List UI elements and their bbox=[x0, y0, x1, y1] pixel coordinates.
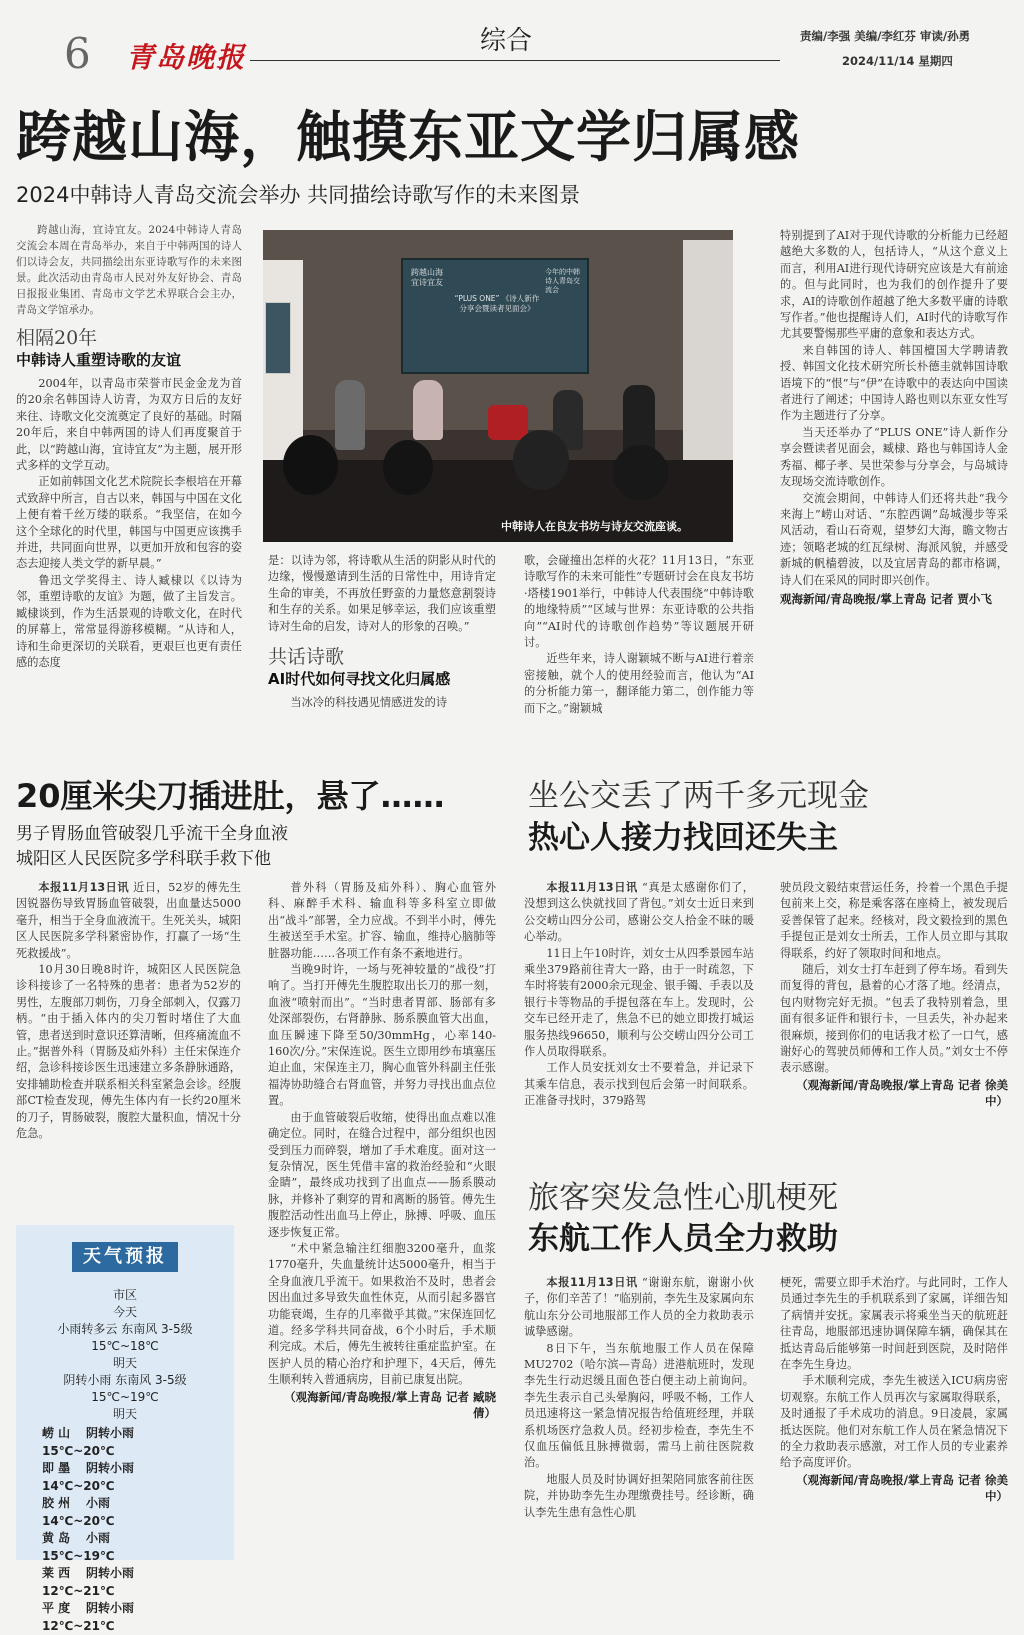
weather-today-temp: 15℃~18℃ bbox=[91, 1339, 159, 1353]
weather-tomorrow-label: 明天 bbox=[112, 1356, 137, 1370]
lead-headline: 跨越山海，触摸东亚文学归属感 bbox=[16, 105, 801, 169]
section2-subtitle: AI时代如何寻找文化归属感 bbox=[268, 670, 451, 689]
story3-byline: （观海新闻/青岛晚报/掌上青岛 记者 徐美中） bbox=[796, 1077, 1008, 1108]
lead-paragraph: 2004年，以青岛市荣誉市民金金龙为首的20余名韩国诗人访青，为双方日后的友好来往、诗歌文化交流奠定了良好的基础。时隔20年后，来自中韩两国的诗人们再度聚首于此，以“跨越山海，宜诗宜友”为主题，展开形式多样的文学互动。 bbox=[16, 377, 242, 473]
weather-row: 莱 西 阴转小雨12℃~21℃ bbox=[42, 1566, 135, 1598]
photo-caption: 中韩诗人在良友书坊与诗友交流座谈。 bbox=[501, 520, 688, 533]
weather-row: 黄 岛 小雨15℃~19℃ bbox=[42, 1531, 115, 1563]
projection-screen bbox=[401, 258, 589, 374]
lead-paragraph: 来自韩国的诗人、韩国檀国大学聘请教授、韩国文化技术研究所长朴德圭就韩国诗歌语境下的“恨”与“伊”在诗歌中的表达向中国读者进行了阐述；中国诗人路也则以东亚女性写作为主题进行了分享。 bbox=[780, 343, 1008, 423]
story2-byline: （观海新闻/青岛晚报/掌上青岛 记者 臧晓倩） bbox=[284, 1389, 496, 1420]
weather-title: 天气预报 bbox=[72, 1242, 178, 1272]
story2-paragraph: 近日，52岁的傅先生因锐器伤导致胃肠血管破裂，出血量达5000毫升，相当于全身血液流干。生死关头，城阳区人民医院多学科紧密协作，打赢了一场“生死救援战”。 bbox=[16, 881, 241, 960]
lead-paragraph: 鲁迅文学奖得主、诗人臧棣以《以诗为邻，重塑诗歌的友谊》为题，做了主旨发言。臧棣谈到，作为生活景观的诗歌文化，在时代的屏幕上，常常显得游移模糊。“从诗和人，诗和生命更深切的关联看，更艰巨也更有责任感的态度 bbox=[16, 573, 242, 669]
story4-paragraph: 地服人员及时协调好担架陪同旅客前往医院，并协助李先生办理缴费挂号。经诊断，确认李先生患有急性心肌 bbox=[524, 1472, 754, 1519]
lead-paragraph: 当天还举办了“PLUS ONE”诗人新作分享会暨读者见面会，臧棣、路也与韩国诗人金秀福、椰子孝、吴世荣参与分享会，与岛城诗友现场交流诗歌创作。 bbox=[780, 425, 1008, 489]
issue-date: 2024/11/14 星期四 bbox=[842, 54, 953, 68]
story4-paragraph: 梗死，需要立即手术治疗。与此同时，工作人员通过李先生的手机联系到了家属，详细告知了病情并安抚。家属表示将乘坐当天的航班赶往青岛，地服部迅速协调保障车辆，确保其在抵达青岛后能够第一时间赶到医院，及时陪伴在李先生身边。 bbox=[780, 1276, 1008, 1372]
lead-column-3 bbox=[524, 553, 754, 717]
story3-column-2 bbox=[780, 880, 1008, 1109]
story3-paragraph: 随后，刘女士打车赶到了停车场。看到失而复得的背包，悬着的心才落了地。经清点，包内财物完好无损。“包丢了我特别着急，里面有很多证件和银行卡，一旦丢失，补办起来很麻烦，接到你们的电话我才松了一口气，感谢好心的驾驶员师傅和工作人员。”刘女士不停表示感谢。 bbox=[780, 963, 1008, 1075]
lead-intro: 跨越山海，宜诗宜友。2024中韩诗人青岛交流会本周在青岛举办，来自于中韩两国的诗人们以诗会友，共同描绘出东亚诗歌写作的未来图景。此次活动由青岛市人民对外友好协会、青岛日报报业集团、青岛市文学艺术界联合会主办，青岛文学馆承办。 bbox=[16, 224, 242, 316]
story4-byline: （观海新闻/青岛晚报/掌上青岛 记者 徐美中） bbox=[796, 1472, 1008, 1503]
story3-paragraph: 11日上午10时许，刘女士从四季景园车站乘坐379路前往青大一路，由于一时疏忽，下车时将装有2000余元现金、银手镯、手表以及银行卡等物品的手提包落在车上。发现时，公交车已经开走了，焦急不已的她立即拨打城运服务热线96650，顺利与公交崂山四分公司工作人员取得联系。 bbox=[524, 946, 754, 1059]
story2-paragraph: 普外科（胃肠及疝外科）、胸心血管外科、麻醉手术科、输血科等多科室立即做出“战斗”部署，全力应战。不到半小时，傅先生被送至手术室。扩容、输血，维持心脑肺等脏器功能……各项工作有条不紊地进行。 bbox=[268, 881, 496, 960]
screen-text-left: 跨越山海 宜诗宜友 bbox=[411, 268, 443, 287]
speaker-figure bbox=[335, 380, 365, 450]
story3-paragraph: 工作人员安抚刘女士不要着急，并记录下其乘车信息，表示找到包后会第一时间联系。正准备寻找时，379路驾 bbox=[524, 1061, 754, 1108]
weather-today-desc: 小雨转多云 东南风 3-5级 bbox=[57, 1322, 193, 1336]
lead-paragraph: 交流会期间，中韩诗人们还将共赴“我今来海上”崂山对话、“东腔西调”岛城漫步等采风活动，看山石奇观，望梦幻大海，瞻文物古迹；领略老城的红瓦绿树、海派风貌，并感受新城的帆樯碧波，以及宜居青岛的都市格调，诗人们在采风的同时即兴创作。 bbox=[780, 491, 1008, 587]
lead-subhead: 2024中韩诗人青岛交流会举办 共同描绘诗歌写作的未来图景 bbox=[16, 183, 581, 207]
lead-paragraph: 当冰冷的科技遇见情感迸发的诗 bbox=[290, 696, 448, 710]
masthead-rule bbox=[250, 60, 780, 61]
story3-headline-1: 坐公交丢了两千多元现金 bbox=[528, 778, 869, 814]
story4-column-1 bbox=[524, 1275, 754, 1521]
weather-row: 即 墨 阴转小雨14℃~20℃ bbox=[42, 1461, 135, 1493]
story2-paragraph: 由于血管破裂后收缩，使得出血点难以准确定位。同时，在缝合过程中，部分组织也因受到压力而碎裂，增加了手术难度。面对这一复杂情况，医生凭借丰富的救治经验和“火眼金睛”，最终成功找到了出血点——肠系膜动脉，并修补了剩穿的胃和离断的肠管。傅先生腹腔活动性出血马上停止，脉搏、呼吸、血压逐步恢复正常。 bbox=[268, 1110, 496, 1239]
weather-list-label: 明天 bbox=[112, 1407, 137, 1421]
story3-headline-2: 热心人接力找回还失主 bbox=[528, 820, 838, 856]
event-photo bbox=[263, 230, 733, 542]
weather-box bbox=[16, 1225, 234, 1633]
dateline: 本报11月13日讯 bbox=[546, 881, 638, 894]
story2-subhead-2: 城阳区人民医院多学科联手救下他 bbox=[16, 849, 271, 869]
story4-headline-1: 旅客突发急性心肌梗死 bbox=[528, 1180, 838, 1216]
story2-column-1 bbox=[16, 880, 241, 1143]
editors-line: 责编/李强 美编/李红芬 审读/孙勇 bbox=[800, 29, 971, 43]
section1-subtitle: 中韩诗人重塑诗歌的友谊 bbox=[16, 351, 182, 369]
story2-paragraph: “术中紧急输注红细胞3200毫升，血浆1770毫升，失血量统计达5000毫升，相当于全身血液几乎流干。如果救治不及时，患者会因出血过多导致失血性休克，从而引起多器官功能衰竭，生存的几率微乎其微。”宋保连回忆道。经多学科共同奋战，6个小时后，手术顺利完成。术后，傅先生被转往重症监护室。在医护人员的精心治疗和护理下，4天后，傅先生顺利转入普通病房，目前已康复出院。 bbox=[268, 1241, 496, 1387]
story3-paragraph: “真是太感谢你们了，没想到这么快就找回了背包。”刘女士近日来到公交崂山四分公司，感谢公交人拾金不昧的暖心举动。 bbox=[524, 881, 754, 944]
speaker-figure bbox=[413, 380, 443, 440]
weather-area: 市区 bbox=[112, 1288, 137, 1302]
section-name: 综合 bbox=[480, 26, 533, 56]
lead-paragraph: 近些年来，诗人谢颖城不断与AI进行着亲密接触，就个人的使用经验而言，他认为“AI的分析能力第一，翻译能力第二，创作能力等而下之。”谢颖城 bbox=[524, 652, 754, 715]
lead-paragraph: 是：以诗为邻，将诗歌从生活的阴影从时代的边缘，慢慢邀请到生活的日常性中，用诗肯定生命的审美，不再放任野蛮的力量悠意割裂诗和生存的关系。如果足够幸运，我们应该重塑诗对生命的启发，诗对人的形象的召唤。” bbox=[268, 554, 496, 633]
screen-text-right: 今年的中韩诗人青岛交流会 bbox=[545, 268, 580, 294]
lead-paragraph: 正如前韩国文化艺术院院长李根培在开幕式致辞中所言，自古以来，韩国与中国在文化上便有着千丝万缕的联系。“我坚信，在如今这个全球化的时代里，韩国与中国更应该携手并进，共同面向世界，以更加开放和包容的姿态去迎接人类文学的新早晨。” bbox=[16, 475, 242, 571]
section1-title: 相隔20年 bbox=[16, 327, 98, 349]
weather-today-label: 今天 bbox=[112, 1305, 137, 1319]
lead-byline: 观海新闻/青岛晚报/掌上青岛 记者 贾小飞 bbox=[780, 591, 992, 606]
paper-logo: 青岛晚报 bbox=[126, 41, 247, 74]
section2-title: 共话诗歌 bbox=[268, 646, 345, 669]
story2-subhead-1: 男子胃肠血管破裂几乎流干全身血液 bbox=[16, 824, 288, 844]
story2-paragraph: 10月30日晚8时许，城阳区人民医院急诊科接诊了一名特殊的患者：患者为52岁的男性，左腹部刀刺伤，刀身全部刺入，仅露刀柄。“由于插入体内的尖刀暂时堵住了大血管，患者送到时意识还算清晰，但疼痛流血不止。”据普外科（胃肠及疝外科）主任宋保连介绍，急诊科接诊医生迅速建立多条静脉通路，安排辅助检查并联系相关科室紧急会诊。经腹部CT检查发现，傅先生体内有一长约20厘米的刀子，胃肠破裂，腹腔大量积血，情况十分危急。 bbox=[16, 963, 241, 1141]
story4-paragraph: 8日下午，当东航地服工作人员在保障MU2702（哈尔滨—青岛）进港航班时，发现李先生行动迟缓且面色苍白便主动上前询问。李先生表示自己头晕胸闷，呼吸不畅，工作人员迅速将这一紧急情况报告给值班经理，并联系机场医疗急救人员。经初步检查，李先生不仅血压偏低且脉搏微弱，需马上前往医院救治。 bbox=[524, 1341, 754, 1470]
story4-headline-2: 东航工作人员全力救助 bbox=[528, 1221, 838, 1257]
lead-paragraph: 特别提到了AI对于现代诗歌的分析能力已经超越绝大多数的人，包括诗人，“从这个意义上而言，利用AI进行现代诗研究应该是大有前途的。但与此同时，也为我们的创作提升了要求，AI的诗歌创作超越了绝大多数平庸的诗歌写作者。”他也提醒诗人们，AI时代的诗歌写作尤其要警惕那些平庸的意象和表达方式。 bbox=[780, 229, 1008, 341]
weather-city-list bbox=[42, 1425, 222, 1635]
story4-column-2 bbox=[780, 1275, 1008, 1504]
story2-paragraph: 当晚9时许，一场与死神较量的“战役”打响了。当打开傅先生腹腔取出长刀的那一刻，血液“喷射而出”。“当时患者胃部、肠部有多处深部裂伤，右肾静脉、肠系膜血管大出血，血压瞬速下降至50/30mmHg，心率140-160次/分。”宋保连说。医生立即用纱布填塞压迫止血，宋保连主刀，胸心血管外科副主任张福涛协助缝合右肾血管，并努力寻找出血点位置。 bbox=[268, 963, 496, 1108]
story4-paragraph: “谢谢东航，谢谢小伙子，你们辛苦了！”临别前，李先生及家属向东航山东分公司地服部工作人员的全力救助表示诚挚感谢。 bbox=[524, 1276, 754, 1339]
story4-paragraph: 手术顺利完成，李先生被送入ICU病房密切观察。东航工作人员再次与家属取得联系，及时通报了手术成功的消息。9日凌晨，家属抵达医院。他们对东航工作人员在紧急情况下的全力救助表示感激，对工作人员的专业素养给予高度评价。 bbox=[780, 1374, 1008, 1470]
story3-column-1 bbox=[524, 880, 754, 1110]
lead-column-2 bbox=[268, 553, 496, 711]
screen-text-main: “PLUS ONE” 《诗人新作分享会暨读者见面会》 bbox=[454, 294, 540, 313]
dateline: 本报11月13日讯 bbox=[38, 881, 130, 894]
lead-column-4 bbox=[780, 228, 1008, 607]
page-number: 6 bbox=[64, 29, 91, 78]
weather-row: 胶 州 小雨14℃~20℃ bbox=[42, 1496, 115, 1528]
story3-paragraph: 驶员段文毅结束营运任务，拎着一个黑色手提包前来上交，称是乘客落在座椅上，被发现后妥善保管了起来。经核对，段文毅捡到的黑色手提包正是刘女士所丢，工作人员立即与其取得联系，约好了领取时间和地点。 bbox=[780, 881, 1008, 960]
weather-tomorrow-desc: 阴转小雨 东南风 3-5级 bbox=[63, 1373, 187, 1387]
lead-column-1 bbox=[16, 222, 242, 671]
poster bbox=[265, 302, 291, 374]
story2-headline: 20厘米尖刀插进肚，悬了…… bbox=[16, 777, 445, 815]
lead-paragraph: 歌，会碰撞出怎样的火花？11月13日，“东亚诗歌写作的未来可能性”专题研讨会在良友书坊·塔楼1901举行，中韩诗人代表围绕“中韩诗歌的地缘特质”“区域与世界：东亚诗歌的公共指向”“AI时代的诗歌创作趋势”等议题展开研讨。 bbox=[524, 554, 754, 650]
weather-tomorrow-temp: 15℃~19℃ bbox=[91, 1390, 159, 1404]
weather-row: 平 度 阴转小雨12℃~21℃ bbox=[42, 1601, 135, 1633]
dateline: 本报11月13日讯 bbox=[546, 1276, 638, 1289]
story2-column-2 bbox=[268, 880, 496, 1421]
red-chair bbox=[488, 405, 528, 440]
weather-row: 崂 山 阴转小雨15℃~20℃ bbox=[42, 1426, 135, 1458]
